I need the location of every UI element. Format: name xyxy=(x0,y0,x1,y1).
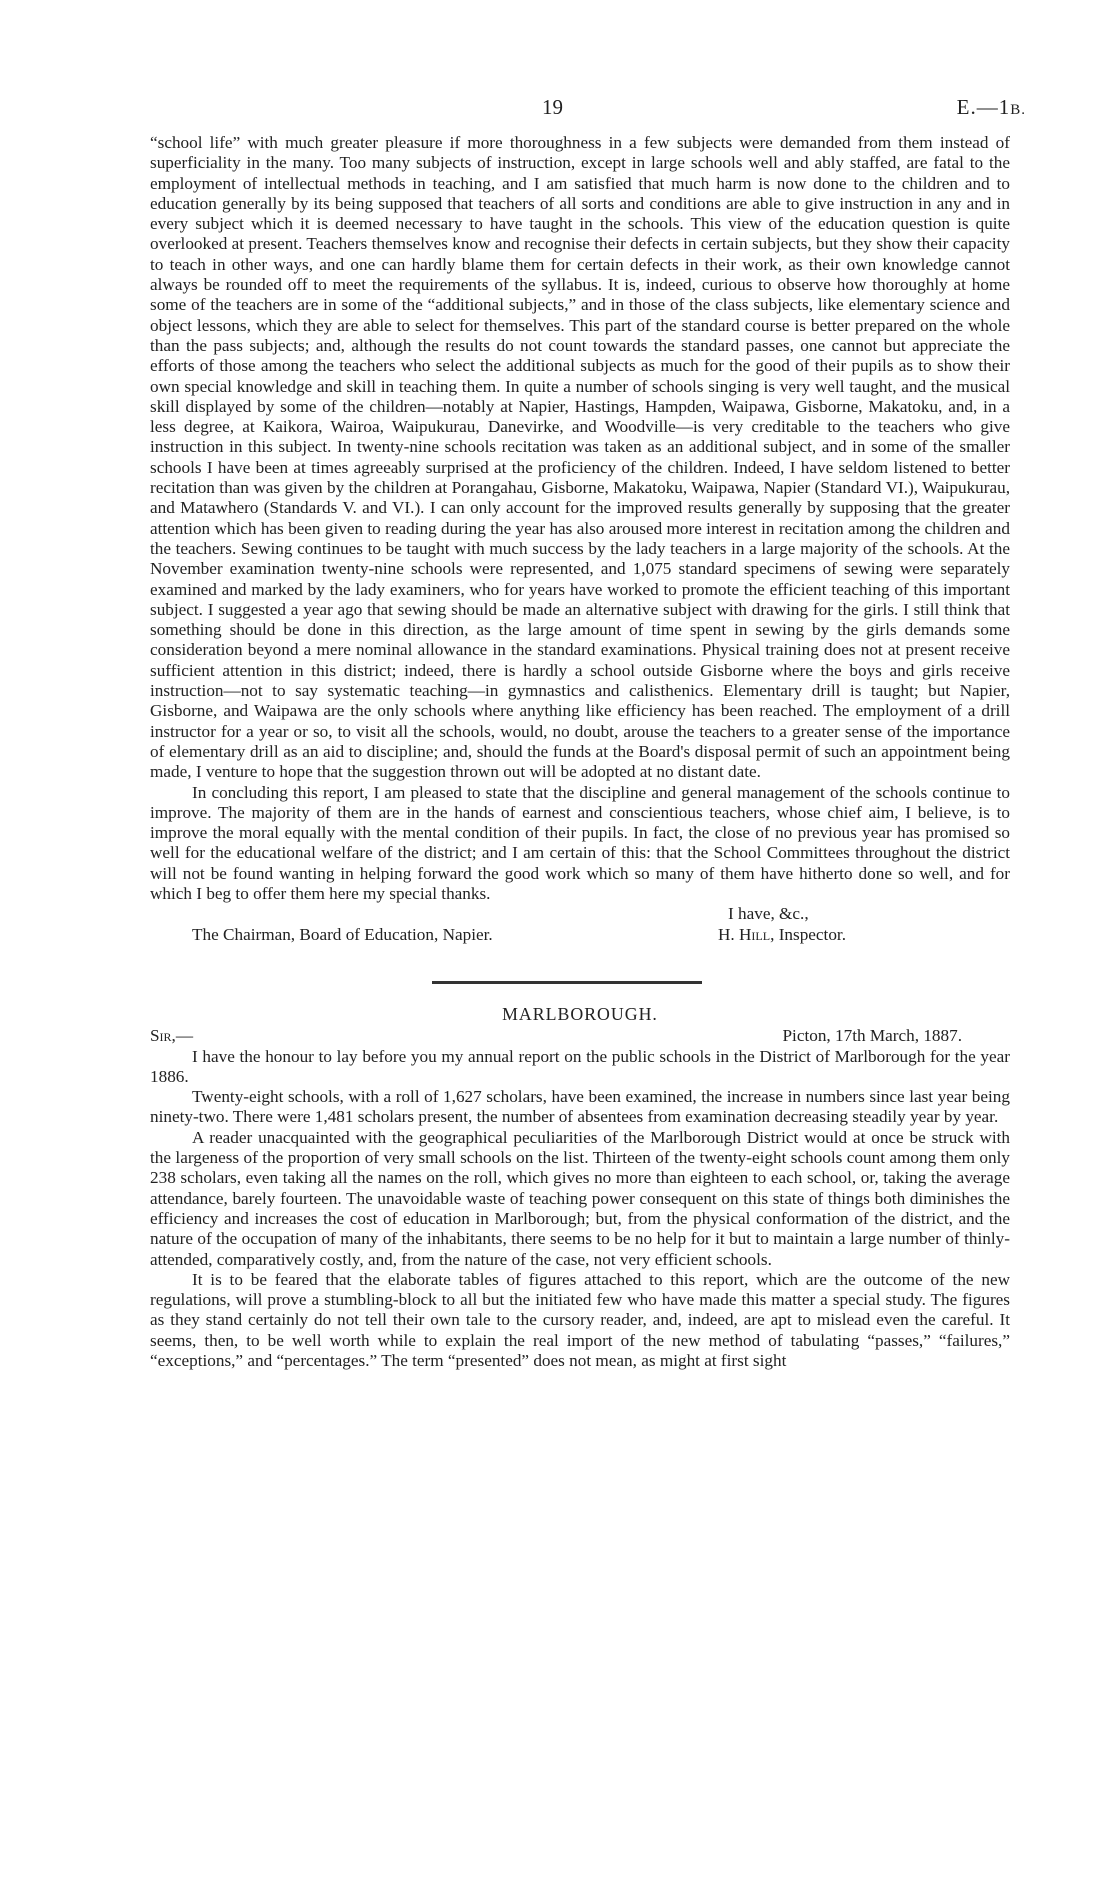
signature-initial: H. xyxy=(718,925,735,945)
salutation: Sir,— xyxy=(150,1025,194,1045)
marlborough-paragraph-1: I have the honour to lay before you my annual report on the public schools in the District of Marlborough for the year 1886. xyxy=(150,1046,1010,1086)
page-number: 19 xyxy=(542,95,563,119)
addressee: The Chairman, Board of Education, Napier. xyxy=(192,925,493,945)
page-header xyxy=(150,95,1026,133)
marlborough-paragraph-3: A reader unacquainted with the geographical peculiarities of the Marlborough District would at once be struck with the largeness of the proportion of very small schools on the list. Thirteen of the twenty-eight schools count among them only 238 scholars, even taking all the names on the roll, which gives no more than eighteen to each school, or, taking the average attendance, barely fourteen. The unavoidable waste of teaching power consequent on this state of things both diminishes the efficiency and increases the cost of education in Marlborough; but, from the physical conformation of the district, and the nature of the occupation of many of the inhabitants, there seems to be no help for it but to maintain a large number of thinly-attended, comparatively costly, and, from the nature of the case, not very efficient schools. xyxy=(150,1127,1010,1269)
document-page xyxy=(150,95,1026,1371)
marlborough-paragraph-4: It is to be feared that the elaborate tables of figures attached to this report, which are the outcome of the new regulations, will prove a stumbling-block to all but the initiated few who have made this matter a special study. The figures as they stand certainly do not tell their own tale to the cursory reader, and, indeed, are apt to mislead even the careful. It seems, then, to be well worth while to explain the real import of the new method of tabulating “passes,” “failures,” “exceptions,” and “percentages.” The term “presented” does not mean, as might at first sight xyxy=(150,1269,1010,1371)
hawkes-bay-continuation-paragraph: “school life” with much greater pleasure if more thoroughness in a few subjects were demanded from them instead of superficiality in the many. Too many subjects of instruction, except in large schools well and ably staffed, are fatal to the employment of intellectual methods in teaching, and I am satisfied that much harm is now done to the children and to education generally by its being supposed that teachers of all sorts and conditions are able to give instruction in any and in every subject which it is deemed necessary to have taught in the schools. This view of the education question is quite overlooked at present. Teachers themselves know and recognise their defects in certain subjects, but they show their capacity to teach in other ways, and one can hardly blame them for certain defects in their work, as their own knowledge cannot always be rounded off to meet the requirements of the syllabus. It is, indeed, curious to observe how thoroughly at home some of the teachers are in some of the “additional subjects,” and in those of the class subjects, like elementary science and object lessons, which they are able to select for themselves. This part of the standard course is better prepared on the whole than the pass subjects; and, although the results do not count towards the standard passes, one cannot but appreciate the efforts of those among the teachers who select the additional subjects as much for the good of their pupils as to show their own special knowledge and skill in teaching them. In quite a number of schools singing is very well taught, and the musical skill displayed by some of the children—notably at Napier, Hastings, Hampden, Waipawa, Gisborne, Makatoku, and, in a less degree, at Kaikora, Wairoa, Waipukurau, Danevirke, and Woodville—is very creditable to the teachers who give instruction in this subject. In twenty-nine schools recitation was taken as an additional subject, and in some of the smaller schools I have been at times agreeably surprised at the proficiency of the children. Indeed, I have seldom listened to better recitation than was given by the children at Porangahau, Gisborne, Makatoku, Waipawa, Napier (Standard VI.), Waipukurau, and Matawhero (Standards V. and VI.). I can only account for the improved results generally by supposing that the greater attention which has been given to reading during the year has also aroused more interest in recitation among the children and the teachers. Sewing continues to be taught with much success by the lady teachers in a large majority of the schools. At the November examination twenty-nine schools were represented, and 1,075 standard specimens of sewing were separately examined and marked by the lady examiners, who for years have worked to promote the efficient teaching of this important subject. I suggested a year ago that sewing should be made an alternative subject with drawing for the girls. I still think that something should be done in this direction, as the large amount of time spent in sewing by the girls demands some consideration beyond a mere nominal allowance in the standard examinations. Physical training does not at present receive sufficient attention in this district; indeed, there is hardly a school outside Gisborne where the boys and girls receive instruction—not to say systematic teaching—in gymnastics and calisthenics. Elementary drill is taught; but Napier, Gisborne, and Waipawa are the only schools where anything like efficiency has been reached. The employment of a drill instructor for a year or so, to visit all the schools, would, no doubt, arouse the teachers to a greater sense of the importance of elementary drill as an aid to discipline; and, should the funds at the Board's disposal permit of such an appointment being made, I venture to hope that the suggestion thrown out will be adopted at no distant date. xyxy=(150,133,1010,782)
dateline: Picton, 17th March, 1887. xyxy=(782,1025,962,1045)
signature-name: Hill xyxy=(739,925,771,945)
series-suffix: B. xyxy=(1010,102,1026,118)
inspector-signature xyxy=(718,925,846,945)
closing-formula: I have, &c., xyxy=(728,904,809,924)
section-divider xyxy=(150,946,1010,1004)
signature-title: , Inspector. xyxy=(770,925,846,945)
report-closing xyxy=(150,904,1010,946)
series-main: E.—1 xyxy=(956,95,1011,119)
salutation-line xyxy=(150,1026,1010,1047)
divider-rule xyxy=(432,981,702,984)
marlborough-section-title: MARLBOROUGH. xyxy=(502,1004,658,1025)
marlborough-paragraph-2: Twenty-eight schools, with a roll of 1,627 scholars, have been examined, the increase in numbers since last year being ninety-two. There were 1,481 scholars present, the number of absentees from examination decreasing steadily year by year. xyxy=(150,1087,1010,1127)
hawkes-bay-concluding-paragraph: In concluding this report, I am pleased to state that the discipline and general management of the schools continue to improve. The majority of them are in the hands of earnest and conscientious teachers, whose chief aim, I believe, is to improve the moral equally with the mental condition of their pupils. In fact, the close of no previous year has promised so well for the educational welfare of the district; and I am certain of this: that the School Committees throughout the district will not be found wanting in helping forward the good work which so many of them have hitherto done so well, and for which I beg to offer them here my special thanks. xyxy=(150,782,1010,903)
series-reference xyxy=(957,95,1026,120)
